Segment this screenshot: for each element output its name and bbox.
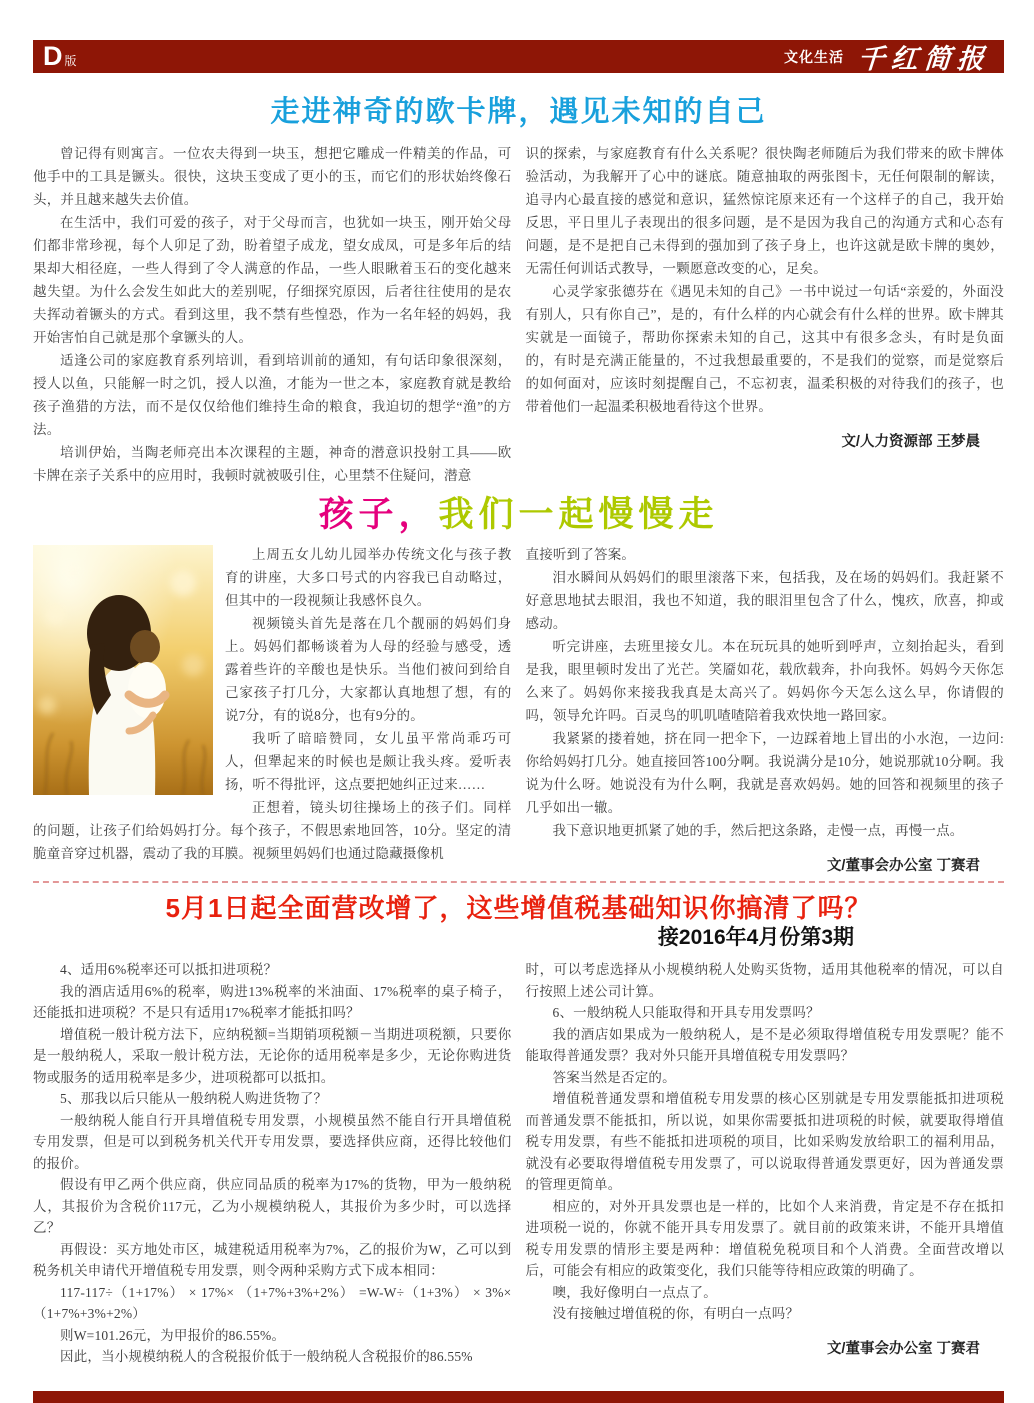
paragraph: 泪水瞬间从妈妈们的眼里滚落下来，包括我，及在场的妈妈们。我赶紧不好意思地拭去眼泪，我也不知道，我的眼泪里包含了什么，愧疚，欣喜，抑或感动。	[525, 570, 1004, 631]
article-2-title	[33, 493, 1004, 537]
article-1-title: 走进神奇的欧卡牌，遇见未知的自己	[270, 96, 767, 128]
paragraph: 时，可以考虑选择从小规模纳税人处购买货物，适用其他税率的情况，可以自行按照上述公司计算。	[525, 962, 1004, 999]
edition-label	[43, 41, 77, 72]
paragraph: 噢，我好像明白一点点了。	[552, 1284, 717, 1300]
masthead-group	[784, 37, 990, 76]
paragraph: 一般纳税人能自行开具增值税专用发票，小规模虽然不能自行开具增值税专用发票，但是可以到税务机关代开专用发票，要选择供应商，还得比较他们的报价。	[33, 1112, 512, 1171]
article-3-title: 5月1日起全面营改增了，这些增值税基础知识你搞清了吗？	[165, 893, 872, 923]
paragraph: 我的酒店如果成为一般纳税人，是不是必须取得增值税专用发票呢？能不能取得普通发票？我对外只能开具增值税专用发票吗？	[525, 1026, 1004, 1063]
edition-letter: D	[43, 41, 63, 71]
paragraph: 心灵学家张德芬在《遇见未知的自己》一书中说过一句话“亲爱的，外面没有别人，只有你自己”，是的，有什么样的内心就会有什么样的世界。欧卡牌其实就是一面镜子，帮助你探索未知的自己，这其中有很多念头，有时是负面的，有时是充满正能量的，不过我想最重要的，不是我们的觉察，而是觉察后的如何面对，应该时刻提醒自己，不忘初衷，温柔积极的对待我们的孩子，也带着他们一起温柔积极地看待这个世界。	[525, 284, 1004, 414]
footer-bar	[33, 1391, 1004, 1403]
mother-child-photo	[33, 545, 213, 795]
article-3-left-column	[33, 959, 512, 1368]
paragraph: 再假设：买方地处市区，城建税适用税率为7%，乙的报价为W，乙可以到税务机关申请代开增值税专用发票，则令两种采购方式下成本相同：	[33, 1241, 512, 1278]
paragraph: 视频镜头首先是落在几个靓丽的妈妈们身上。妈妈们都畅谈着为人母的经验与感受，透露着些许的辛酸也是快乐。当他们被问到给自己家孩子打几分，大家都认真地想了想，有的说7分，有的说8分，也有9分的。	[225, 616, 512, 723]
dashed-divider	[33, 881, 1004, 883]
article-2-byline: 文/董事会办公室 丁赛君	[826, 858, 980, 874]
article-3-right-text	[526, 959, 1005, 1325]
paragraph: 因此，当小规模纳税人的含税报价低于一般纳税人含税报价的86.55%	[60, 1349, 473, 1364]
article-1-right-column	[526, 142, 1005, 451]
section-label: 文化生活	[784, 50, 844, 66]
paragraph: 6、一般纳税人只能取得和开具专用发票吗？	[552, 1005, 820, 1020]
paragraph: 增值税一般计税方法下，应纳税额=当期销项税额－当期进项税额，只要你是一般纳税人，采取一般计税方法，无论你的适用税率是多少，无论你购进货物或服务的适用税率是多少，进项税都可以抵扣。	[33, 1026, 512, 1085]
paragraph: 假设有甲乙两个供应商，供应同品质的税率为17%的货物，甲为一般纳税人，其报价为含税价117元，乙为小规模纳税人，其报价为多少时，可以选择乙？	[33, 1177, 512, 1235]
paragraph: 培训伊始，当陶老师亮出本次课程的主题，神奇的潜意识投射工具——欧卡牌在亲子关系中的应用时，我顿时就被吸引住，心里禁不住疑问，潜意	[33, 445, 512, 483]
paragraph: 4、适用6%税率还可以抵扣进项税？	[60, 962, 278, 977]
article-3-subtitle: 接2016年4月份第3期	[657, 926, 854, 949]
paragraph: 在生活中，我们可爱的孩子，对于父母而言，也犹如一块玉，刚开始父母们都非常珍视，每个人卯足了劲，盼着望子成龙，望女成凤，可是多年后的结果却大相径庭，一些人得到了令人满意的作品，一些人眼瞅着玉石的变化越来越失望。为什么会发生如此大的差别呢，仔细探究原因，后者往往使用的是农夫挥动着镢头的方式。看到这里，我不禁有些惶恐，作为一名年轻的妈妈，我开始害怕自己就是那个拿镢头的人。	[33, 215, 512, 345]
paragraph: 相应的，对外开具发票也是一样的，比如个人来消费，肯定是不存在抵扣进项税一说的，你就不能开具专用发票了。就目前的政策来讲，不能开具增值税专用发票的情形主要是两种：增值税免税项目和个人消费。全面营改增以后，可能会有相应的政策变化，我们只能等待相应政策的明确了。	[525, 1198, 1004, 1278]
paragraph: 我紧紧的搂着她，挤在同一把伞下，一边踩着地上冒出的小水泡，一边问:你给妈妈打几分。她直接回答100分啊。我说满分是10分，她说那就10分啊。我说为什么呀。她说没有为什么啊，我就是喜欢妈妈。她的回答和视频里的孩子几乎如出一辙。	[525, 731, 1004, 815]
article-2-title-lead: 孩子，	[318, 495, 439, 534]
header-bar	[33, 40, 1004, 73]
paragraph: 117-117÷（1+17%） × 17%× （1+7%+3%+2%） =W-W÷（1+3%） × 3%×（1+7%+3%+2%）	[33, 1284, 512, 1321]
paragraph: 答案当然是否定的。	[552, 1069, 676, 1085]
edition-suffix: 版	[64, 54, 77, 68]
masthead: 千红简报	[856, 44, 991, 74]
article-3-byline: 文/董事会办公室 丁赛君	[826, 1340, 980, 1357]
paragraph: 我下意识地更抓紧了她的手，然后把这条路，走慢一点，再慢一点。	[552, 823, 964, 838]
mother-child-photo-illustration	[33, 545, 213, 795]
paragraph: 适逢公司的家庭教育系列培训，看到培训前的通知，有句话印象很深刻，授人以鱼，只能解一时之饥，授人以渔，才能为一世之本，家庭教育就是教给孩子渔猎的方法，而不是仅仅给他们维持生命的粮食，我迫切的想学“渔”的方法。	[33, 353, 512, 437]
paragraph: 则W=101.26元，为甲报价的86.55%。	[60, 1327, 286, 1343]
article-2-title-rest: 我们一起慢慢走	[438, 495, 719, 534]
article-1-right-text	[526, 142, 1005, 418]
paragraph: 正想着，镜头切往操场上的孩子们。同样的问题，让孩子们给妈妈打分。每个孩子，不假思索地回答，10分。坚定的清脆童音穿过机器，震动了我的耳膜。视频里妈妈们也通过隐藏摄像机	[33, 800, 512, 861]
article-2-left-column	[33, 543, 512, 865]
article-1-left-column	[33, 142, 512, 487]
paragraph: 直接听到了答案。	[525, 547, 636, 562]
paragraph: 上周五女儿幼儿园举办传统文化与孩子教育的讲座，大多口号式的内容我已自动略过，但其中的一段视频让我感怀良久。	[225, 547, 512, 608]
paragraph: 识的探索，与家庭教育有什么关系呢？很快陶老师随后为我们带来的欧卡牌体验活动，为我解开了心中的谜底。随意抽取的两张图卡，无任何限制的解读，追寻内心最直接的感觉和意识，猛然惊诧原来还有一个这样子的自己，我开始反思，平日里儿子表现出的很多问题，是不是因为我自己的沟通方式和心态有问题，是不是把自己未得到的强加到了孩子身上，也许这就是欧卡牌的奥妙，无需任何训话式教导，一颗愿意改变的心，足矣。	[525, 146, 1004, 276]
article-2	[33, 543, 1004, 875]
paragraph: 听完讲座，去班里接女儿。本在玩玩具的她听到呼声，立刻抬起头，看到是我，眼里顿时发出了光芒。笑靥如花，载欣载奔，扑向我怀。妈妈今天你怎么来了。妈妈你来接我我真是太高兴了。妈妈你今天怎么这么早，你请假的吗，领导允许吗。百灵鸟的叽叽喳喳陪着我欢快地一路回家。	[525, 639, 1004, 723]
article-3	[33, 959, 1004, 1368]
paragraph: 5、那我以后只能从一般纳税人购进货物了？	[60, 1091, 328, 1106]
article-1-byline: 文/人力资源部 王梦晨	[841, 434, 980, 450]
paragraph: 我听了暗暗赞同，女儿虽平常尚乖巧可人，但犟起来的时候也是颇让我头疼。爱听表扬，听不得批评，这点要把她纠正过来……	[225, 731, 512, 792]
article-2-right-column	[526, 543, 1005, 875]
paragraph: 我的酒店适用6%的税率，购进13%税率的米油面、17%税率的桌子椅子，还能抵扣进项税？不是只有适用17%税率才能抵扣吗？	[33, 983, 512, 1020]
paragraph: 没有接触过增值税的你，有明白一点吗？	[552, 1306, 800, 1321]
paragraph: 曾记得有则寓言。一位农夫得到一块玉，想把它雕成一件精美的作品，可他手中的工具是镢头。很快，这块玉变成了更小的玉，而它们的形状始终像石头，并且越来越失去价值。	[33, 146, 512, 207]
article-3-right-column	[526, 959, 1005, 1358]
article-1	[33, 142, 1004, 487]
paragraph: 增值税普通发票和增值税专用发票的核心区别就是专用发票能抵扣进项税而普通发票不能抵扣，所以说，如果你需要抵扣进项税的时候，就要取得增值税专用发票，有些不能抵扣进项税的项目，比如采购发放给职工的福利用品，就没有必要取得增值税专用发票了，可以说取得普通发票更好，因为普通发票的管理更简单。	[525, 1091, 1004, 1192]
article-2-right-text	[526, 543, 1005, 842]
